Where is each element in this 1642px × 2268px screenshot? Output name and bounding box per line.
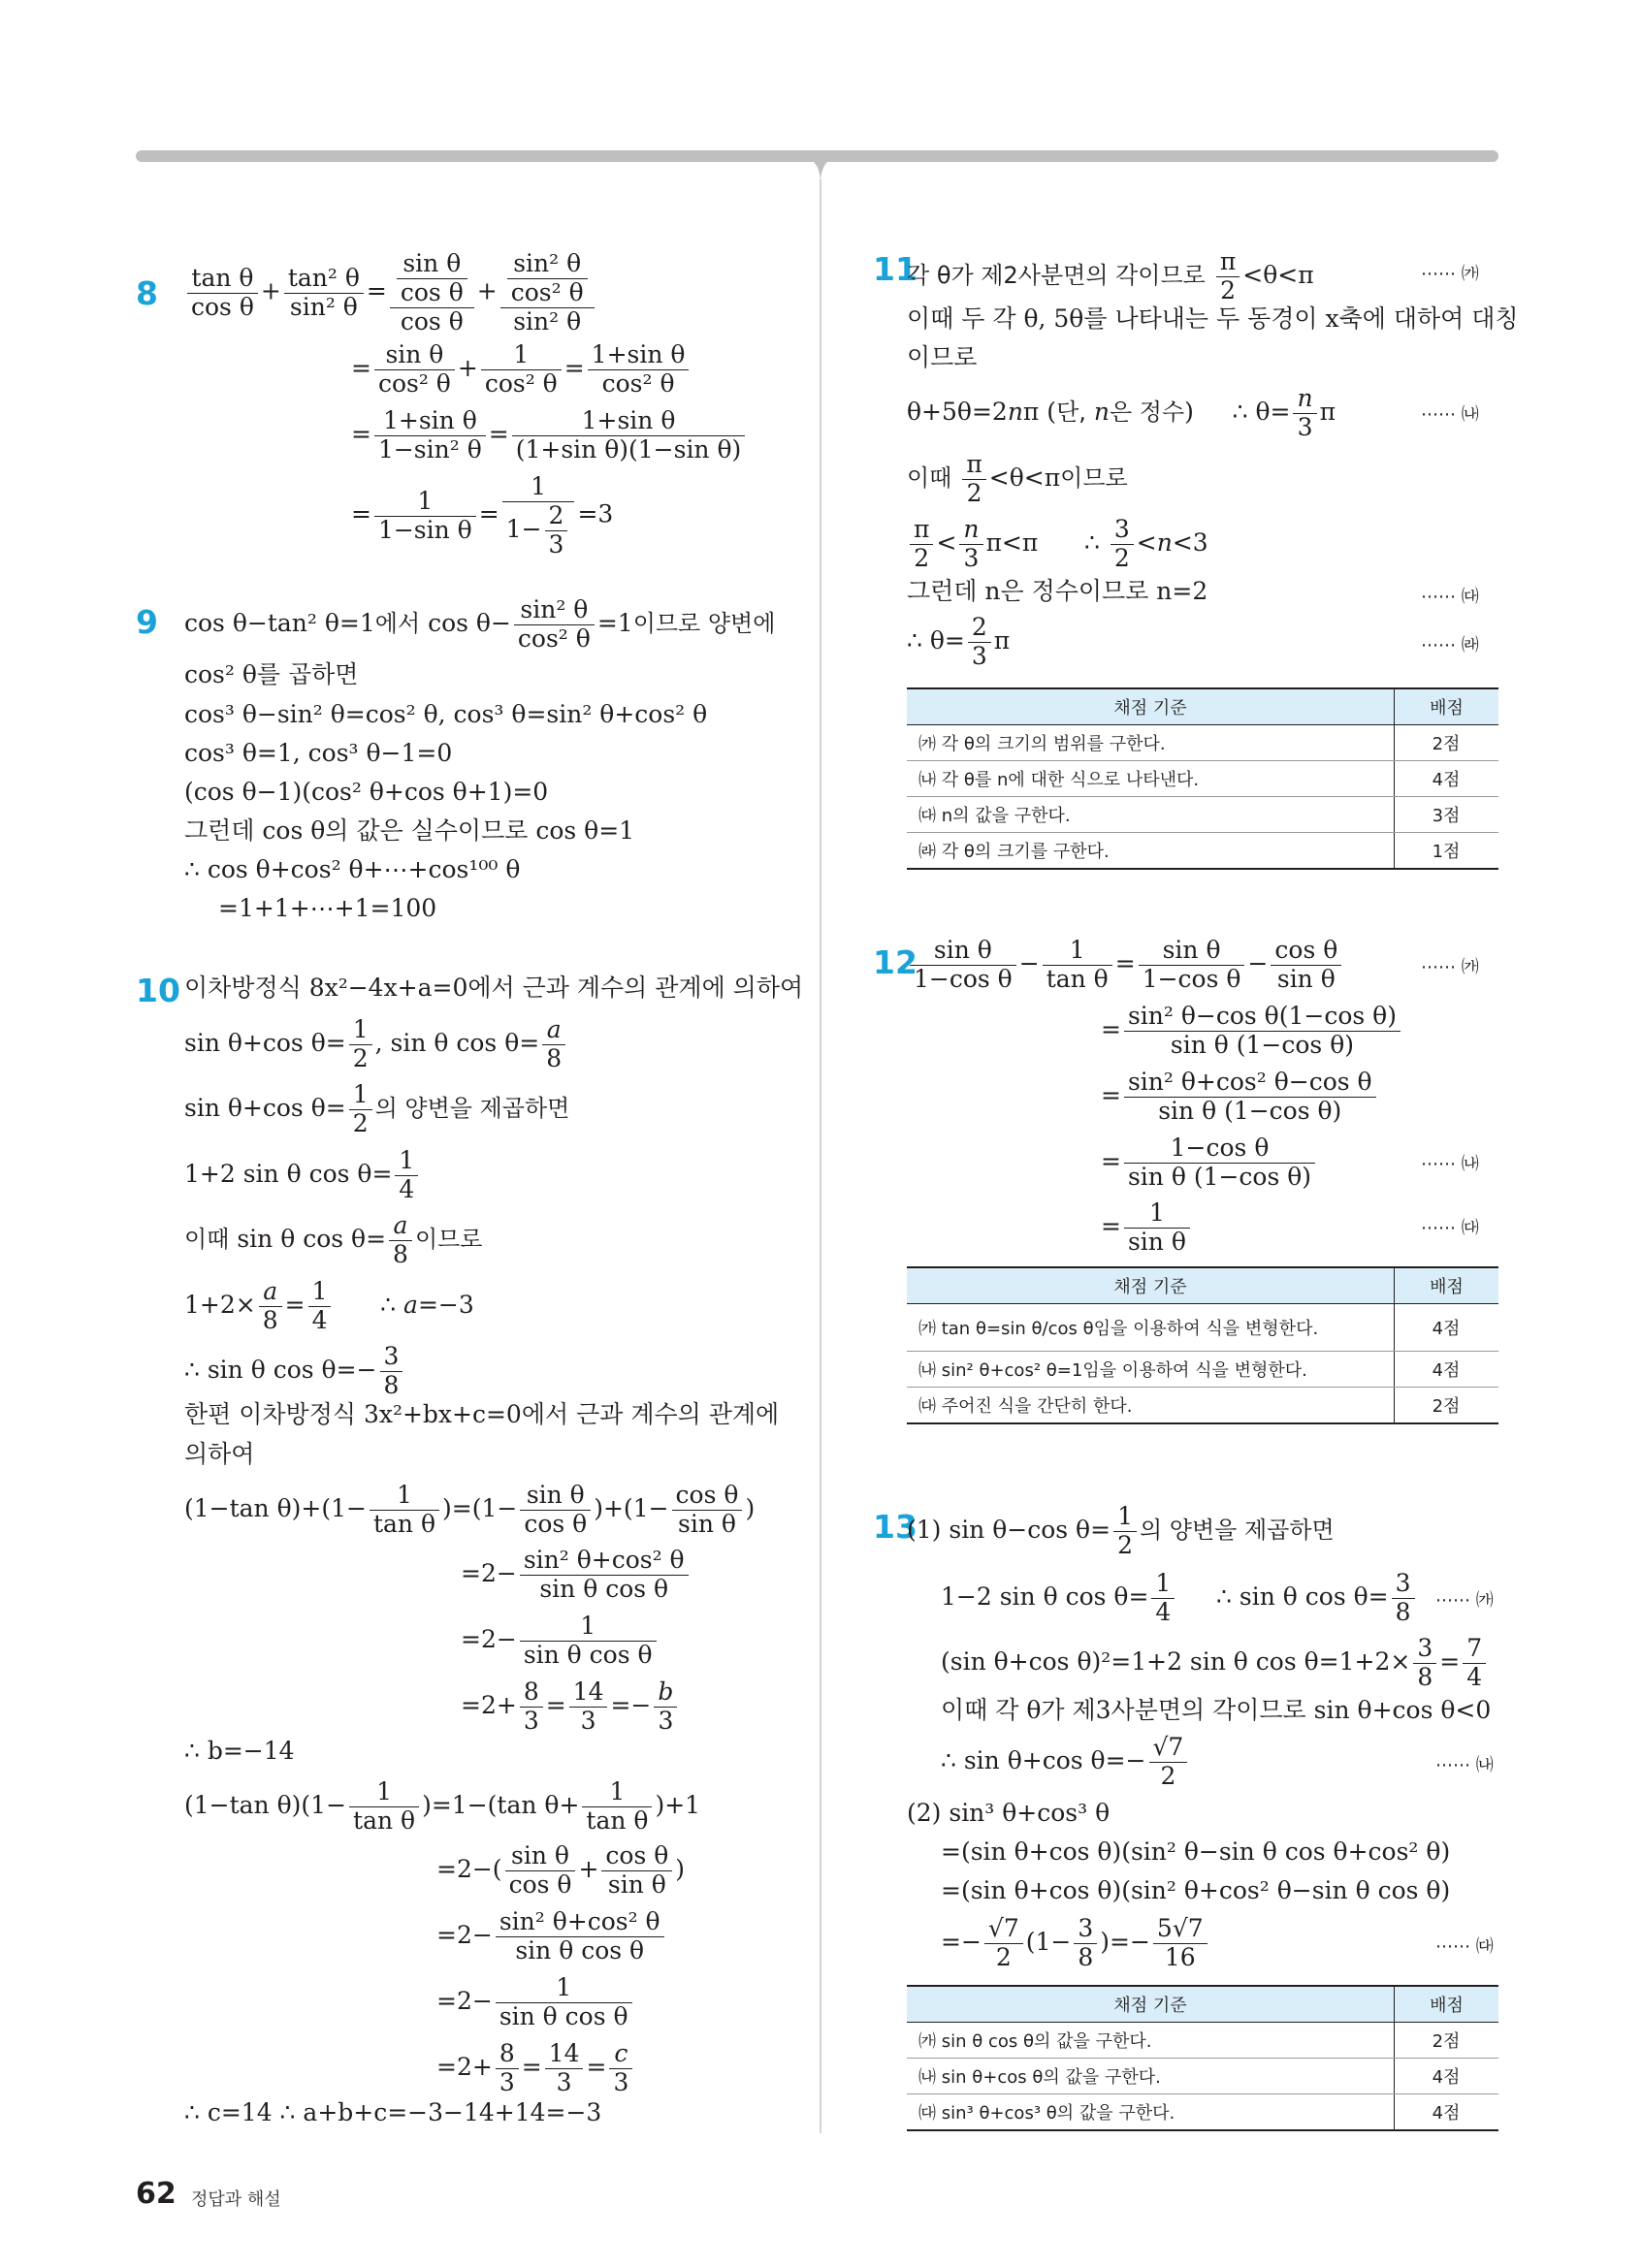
problem-9-number: 9: [136, 603, 158, 641]
problem-11-line-5: 이때 $\frac{\pi}{2}$ <θ<π이므로: [907, 450, 1128, 507]
rubric-header-points: 배점: [1395, 1267, 1499, 1304]
problem-13-line-3: (sin θ+cos θ)²=1+2 sin θ cos θ=1+2× $\frac{3}{8}$ = $\frac{7}{4}$: [941, 1635, 1489, 1692]
table-row: [907, 833, 1498, 870]
problem-10-line-4: 1+2 sin θ cos θ= $\frac{1}{4}$: [184, 1147, 421, 1204]
table-row: [907, 1352, 1498, 1388]
problem-10-line-13: =2+ $\frac{8}{3}$ = $\frac{14}{3}$ =− $\frac{b}{3}$: [461, 1678, 680, 1736]
problem-11-line-7: 그런데 n은 정수이므로 n=2: [907, 577, 1208, 605]
problem-13-mark-3: ⋯⋯ ㈐: [1435, 1936, 1494, 1957]
problem-9-line-2: cos² θ를 곱하면: [184, 660, 359, 688]
problem-9-line-4: cos³ θ=1, cos³ θ−1=0: [184, 739, 453, 767]
rubric-criteria: ㈐ n의 값을 구한다.: [907, 797, 1395, 833]
table-row: [907, 2094, 1498, 2131]
problem-10-line-19: =2+ $\frac{8}{3}$ = $\frac{14}{3}$ = $\frac{c}{3}$: [436, 2040, 635, 2097]
problem-11-mark-1: ⋯⋯ ㈎: [1421, 264, 1479, 284]
problem-11-number: 11: [873, 250, 918, 288]
problem-10-line-2: sin θ+cos θ= $\frac{1}{2}$ , sin θ cos θ= $\frac{a}{8}$: [184, 1016, 568, 1073]
problem-12-mark-2: ⋯⋯ ㈏: [1421, 1154, 1479, 1174]
rubric-criteria: ㈎ sin θ cos θ의 값을 구한다.: [907, 2023, 1395, 2059]
problem-13-line-7: =(sin θ+cos θ)(sin² θ−sin θ cos θ+cos² θ): [941, 1837, 1451, 1866]
problem-10-number: 10: [136, 972, 180, 1009]
problem-10-line-7: ∴ sin θ cos θ=− $\frac{3}{8}$: [184, 1343, 405, 1400]
rubric-points: 2점: [1395, 725, 1499, 761]
problem-8-line-1: $\frac{\text{tan θ}}{\text{cos θ}}$ + $\frac{\text{tan² θ}}{\text{sin² θ}}$ = $\frac{\frac{\text{sin θ}}{\text{cos θ}}}{\text{cos θ}}$ + $\frac{\frac{\text{sin² θ}}{\text{cos² θ}}}{\text{sin² θ}}$: [184, 250, 597, 335]
problem-11-mark-2: ⋯⋯ ㈏: [1421, 404, 1479, 425]
problem-10-line-10: (1−tan θ)+(1− $\frac{1}{\text{tan θ}}$ )=(1− $\frac{\text{sin θ}}{\text{cos θ}}$ )+(1− $\frac{\text{cos θ}}{\text{sin θ}}$ ): [184, 1481, 756, 1538]
problem-13-line-6: (2) sin³ θ+cos³ θ: [907, 1799, 1111, 1827]
problem-13-line-4: 이때 각 θ가 제3사분면의 각이므로 sin θ+cos θ<0: [941, 1696, 1492, 1724]
problem-10-line-3: sin θ+cos θ= $\frac{1}{2}$ 의 양변을 제곱하면: [184, 1080, 570, 1137]
problem-10-line-8: 한편 이차방정식 3x²+bx+c=0에서 근과 계수의 관계에: [184, 1400, 780, 1428]
problem-13-line-8: =(sin θ+cos θ)(sin² θ+cos² θ−sin θ cos θ): [941, 1876, 1451, 1904]
problem-9-line-1: cos θ−tan² θ=1에서 cos θ− $\frac{\text{sin² θ}}{\text{cos² θ}}$ =1이므로 양변에: [184, 595, 776, 653]
rubric-points: 3점: [1395, 797, 1499, 833]
problem-8-line-2: = $\frac{\text{sin θ}}{\text{cos² θ}}$ + $\frac{1}{\text{cos² θ}}$ = $\frac{\text{1+sin θ}}{\text{cos² θ}}$: [351, 341, 692, 399]
column-divider: [820, 179, 821, 2133]
rubric-criteria: ㈐ sin³ θ+cos³ θ의 값을 구한다.: [907, 2094, 1395, 2131]
problem-10-line-18: =2− $\frac{1}{\text{sin θ cos θ}}$: [436, 1974, 635, 2031]
problem-9-line-8: =1+1+⋯+1=100: [218, 894, 437, 922]
problem-9-line-3: cos³ θ−sin² θ=cos² θ, cos³ θ=sin² θ+cos² θ: [184, 700, 708, 728]
problem-8-number: 8: [136, 274, 158, 312]
problem-10-line-12: =2− $\frac{1}{\text{sin θ cos θ}}$: [461, 1613, 660, 1670]
page-label: 정답과 해설: [191, 2189, 281, 2210]
rubric-header-points: 배점: [1395, 688, 1499, 725]
problem-11-line-6: $\frac{\pi}{2}$ < $\frac{n}{3}$ π<π ∴ $\frac{3}{2}$ <n<3: [907, 516, 1208, 573]
problem-11-line-2: 이때 두 각 θ, 5θ를 나타내는 두 동경이 x축에 대하여 대칭: [907, 304, 1519, 333]
rubric-header-criteria: 채점 기준: [907, 688, 1395, 725]
table-row: [907, 725, 1498, 761]
problem-10-line-15: (1−tan θ)(1− $\frac{1}{\text{tan θ}}$ )=1−(tan θ+ $\frac{1}{\text{tan θ}}$ )+1: [184, 1777, 701, 1835]
rubric-criteria: ㈏ sin² θ+cos² θ=1임을 이용하여 식을 변형한다.: [907, 1352, 1395, 1388]
problem-12-rubric-table: [907, 1266, 1498, 1424]
problem-11-line-1: 각 θ가 제2사분면의 각이므로 $\frac{\pi}{2}$ <θ<π: [907, 247, 1314, 304]
problem-13-line-5: ∴ sin θ+cos θ=− $\frac{√7}{2}$: [941, 1734, 1190, 1791]
problem-10-line-20: ∴ c=14 ∴ a+b+c=−3−14+14=−3: [184, 2098, 602, 2126]
problem-12-number: 12: [873, 943, 918, 981]
problem-12-line-5: = $\frac{1}{\text{sin θ}}$: [1101, 1199, 1193, 1257]
rubric-criteria: ㈎ tan θ=sin θ/cos θ임을 이용하여 식을 변형한다.: [907, 1304, 1395, 1352]
problem-10-line-17: =2− $\frac{\text{sin² θ+cos² θ}}{\text{sin θ cos θ}}$: [436, 1908, 667, 1965]
table-row: [907, 1304, 1498, 1352]
rubric-criteria: ㈐ 주어진 식을 간단히 한다.: [907, 1388, 1395, 1424]
rubric-points: 1점: [1395, 833, 1499, 870]
rubric-header-criteria: 채점 기준: [907, 1267, 1395, 1304]
rubric-criteria: ㈎ 각 θ의 크기의 범위를 구한다.: [907, 725, 1395, 761]
problem-10-line-1: 이차방정식 8x²−4x+a=0에서 근과 계수의 관계에 의하여: [184, 974, 804, 1002]
problem-11-mark-4: ⋯⋯ ㈑: [1421, 635, 1479, 655]
problem-12-line-4: = $\frac{\text{1−cos θ}}{\text{sin θ (1−cos θ)}}$: [1101, 1134, 1318, 1192]
table-row: [907, 1388, 1498, 1424]
problem-13-mark-2: ⋯⋯ ㈏: [1435, 1755, 1494, 1775]
problem-12-mark-1: ⋯⋯ ㈎: [1421, 957, 1479, 977]
rubric-points: 4점: [1395, 1304, 1499, 1352]
problem-10-line-11: =2− $\frac{\text{sin² θ+cos² θ}}{\text{sin θ cos θ}}$: [461, 1547, 692, 1604]
problem-13-number: 13: [873, 1508, 918, 1546]
problem-11-mark-3: ⋯⋯ ㈐: [1421, 587, 1479, 607]
page-number: 62: [136, 2177, 177, 2211]
rubric-points: 4점: [1395, 2059, 1499, 2094]
problem-11-rubric-table: [907, 687, 1498, 870]
table-row: [907, 2059, 1498, 2094]
rubric-criteria: ㈑ 각 θ의 크기를 구한다.: [907, 833, 1395, 870]
problem-10-line-9: 의하여: [184, 1440, 255, 1468]
problem-10-line-6: 1+2× $\frac{a}{8}$ = $\frac{1}{4}$ ∴ a=−3: [184, 1277, 474, 1334]
problem-13-mark-1: ⋯⋯ ㈎: [1435, 1590, 1494, 1611]
table-row: [907, 761, 1498, 797]
problem-13-rubric-table: [907, 1985, 1498, 2131]
problem-11-line-3: 이므로: [907, 343, 978, 371]
rubric-points: 2점: [1395, 1388, 1499, 1424]
rubric-criteria: ㈏ 각 θ를 n에 대한 식으로 나타낸다.: [907, 761, 1395, 797]
problem-8-line-4: = $\frac{1}{\text{1−sin θ}}$ = 1 1− $\frac{2}{3}$ =3: [351, 472, 614, 559]
rubric-points: 2점: [1395, 2023, 1499, 2059]
problem-9-line-7: ∴ cos θ+cos² θ+⋯+cos¹⁰⁰ θ: [184, 855, 521, 883]
rubric-criteria: ㈏ sin θ+cos θ의 값을 구한다.: [907, 2059, 1395, 2094]
rubric-header-points: 배점: [1395, 1986, 1499, 2023]
problem-9-line-5: (cos θ−1)(cos² θ+cos θ+1)=0: [184, 778, 549, 806]
table-row: [907, 2023, 1498, 2059]
problem-12-line-2: = $\frac{\text{sin² θ−cos θ(1−cos θ)}}{\text{sin θ (1−cos θ)}}$: [1101, 1003, 1403, 1060]
problem-13-line-1: (1) sin θ−cos θ= $\frac{1}{2}$ 의 양변을 제곱하면: [907, 1502, 1335, 1559]
rubric-points: 4점: [1395, 2094, 1499, 2131]
problem-12-mark-3: ⋯⋯ ㈐: [1421, 1218, 1479, 1238]
table-row: [907, 797, 1498, 833]
problem-11-line-8: ∴ θ= $\frac{2}{3}$ π: [907, 613, 1011, 670]
problem-10-line-16: =2−( $\frac{\text{sin θ}}{\text{cos θ}}$ + $\frac{\text{cos θ}}{\text{sin θ}}$ ): [436, 1841, 686, 1899]
rubric-points: 4점: [1395, 1352, 1499, 1388]
problem-11-line-4: θ+5θ=2nπ (단, n은 정수) ∴ θ= $\frac{n}{3}$ π: [907, 384, 1336, 441]
problem-10-line-14: ∴ b=−14: [184, 1737, 295, 1765]
problem-10-line-5: 이때 sin θ cos θ= $\frac{a}{8}$ 이므로: [184, 1211, 483, 1268]
problem-12-line-3: = $\frac{\text{sin² θ+cos² θ−cos θ}}{\text{sin θ (1−cos θ)}}$: [1101, 1069, 1379, 1126]
problem-13-line-2: 1−2 sin θ cos θ= $\frac{1}{4}$ ∴ sin θ cos θ= $\frac{3}{8}$: [941, 1570, 1418, 1627]
problem-13-line-9: =− $\frac{√7}{2}$ (1− $\frac{3}{8}$ )=− $\frac{5√7}{16}$: [941, 1915, 1210, 1972]
problem-9-line-6: 그런데 cos θ의 값은 실수이므로 cos θ=1: [184, 816, 635, 845]
problem-12-line-1: $\frac{\text{sin θ}}{\text{1−cos θ}}$ − $\frac{1}{\text{tan θ}}$ = $\frac{\text{sin θ}}{\text{1−cos θ}}$ − $\frac{\text{cos θ}}{\text{sin θ}}$: [907, 937, 1344, 994]
rubric-header-criteria: 채점 기준: [907, 1986, 1395, 2023]
rubric-points: 4점: [1395, 761, 1499, 797]
problem-8-line-3: = $\frac{\text{1+sin θ}}{\text{1−sin² θ}}$ = $\frac{\text{1+sin θ}}{\text{(1+sin θ)(1−sin θ)}}$: [351, 407, 748, 464]
